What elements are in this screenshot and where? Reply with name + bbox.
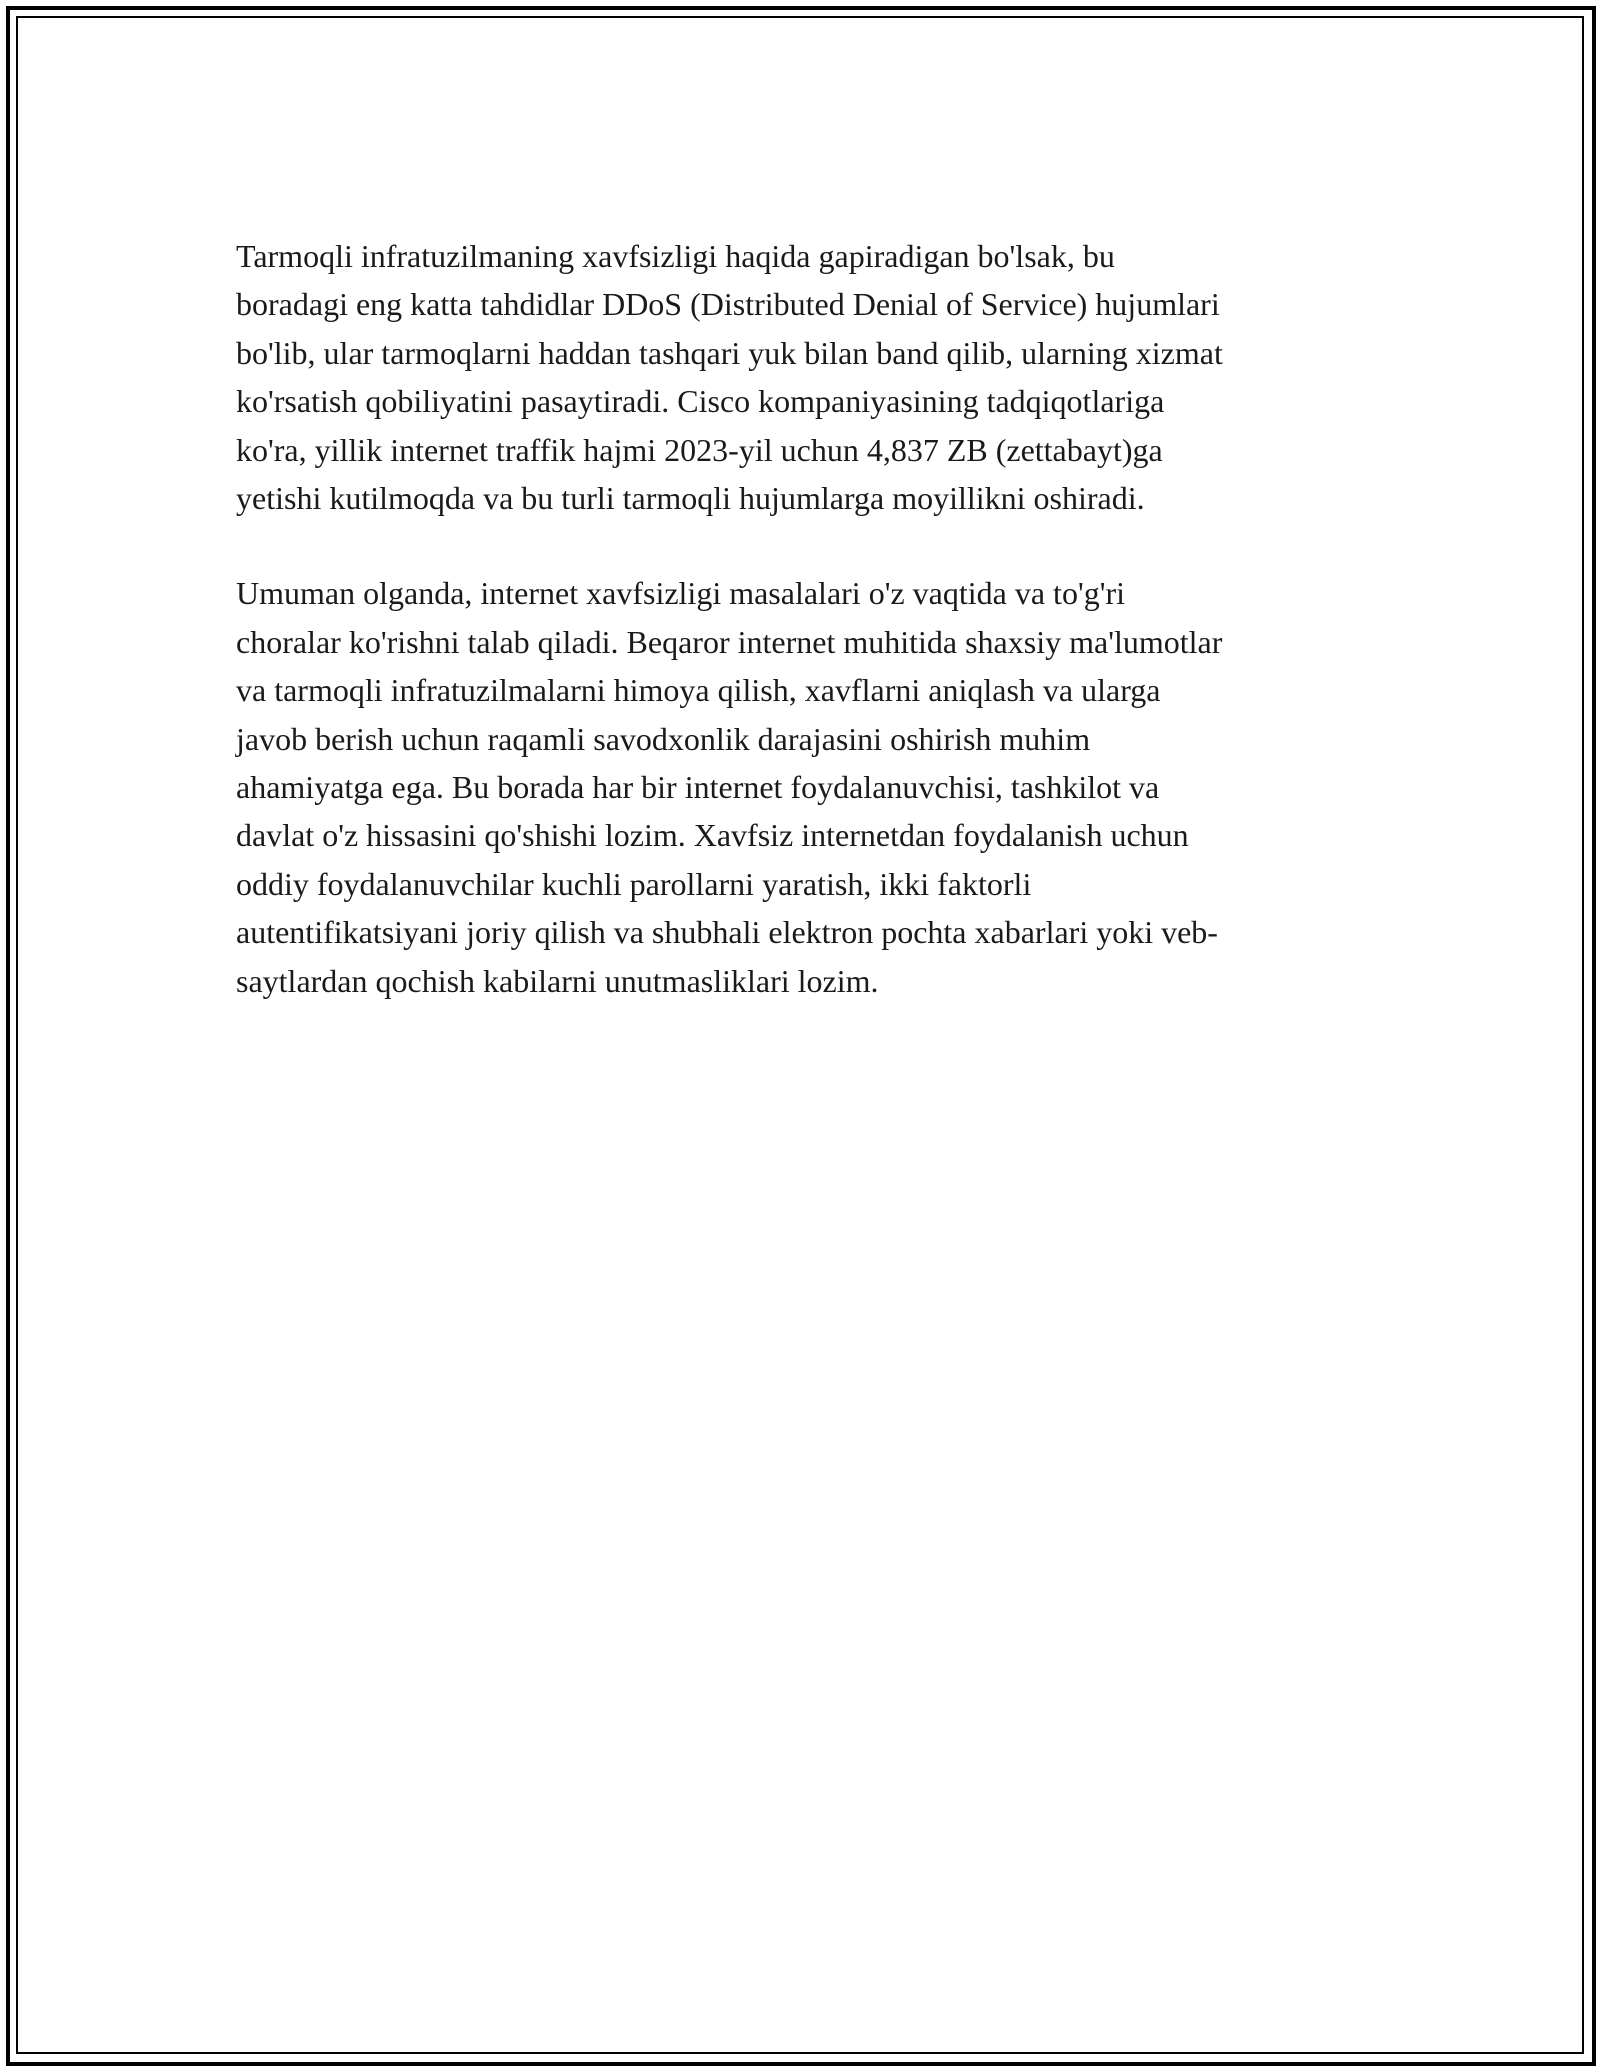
paragraph-internet-safety: Umuman olganda, internet xavfsizligi masalalari o'z vaqtida va to'g'ri choralar ko'rishni talab qiladi. Beqaror internet muhitida shaxsiy ma'lumotlar va tarmoqli infratuzilmalarni himoya qilish, xavflarni aniqlash va ularga javob berish uchun raqamli savodxonlik darajasini oshirish muhim ahamiyatga ega. Bu borada har bir internet foydalanuvchisi, tashkilot va davlat o'z hissasini qo'shishi lozim. Xavfsiz internetdan foydalanish uchun oddiy foydalanuvchilar kuchli parollarni yaratish, ikki faktorli autentifikatsiyani joriy qilish va shubhali elektron pochta xabarlari yoki veb- saytlardan qochish kabilarni unutmasliklari lozim.: [236, 575, 1223, 999]
paragraph-network-security: Tarmoqli infratuzilmaning xavfsizligi haqida gapiradigan bo'lsak, bu boradagi eng katta tahdidlar DDoS (Distributed Denial of Service) hujumlari bo'lib, ular tarmoqlarni haddan tashqari yuk bilan band qilib, ularning xizmat ko'rsatish qobiliyatini pasaytiradi. Cisco kompaniyasining tadqiqotlariga ko'ra, yillik internet traffik hajmi 2023-yil uchun 4,837 ZB (zettabayt)ga yetishi kutilmoqda va bu turli tarmoqli hujumlarga moyillikni oshiradi.: [236, 238, 1223, 517]
document-body: [236, 232, 1376, 1005]
